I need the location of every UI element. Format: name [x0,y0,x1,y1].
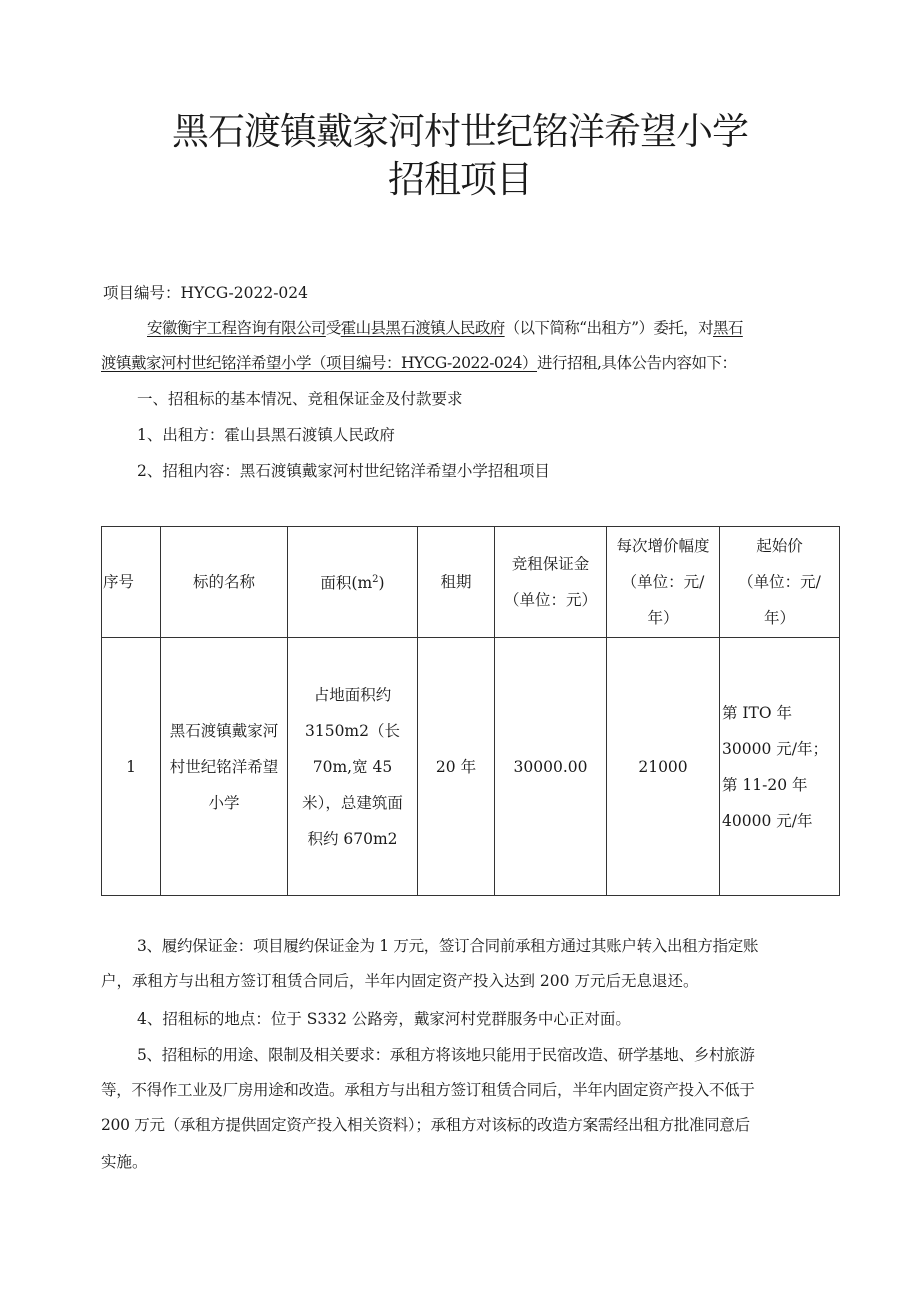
header-seq: 序号 [102,527,161,638]
client-name: 霍山县黑石渡镇人民政府 [340,319,505,337]
header-area: 面积$(m^2)$ [288,527,418,638]
header-name: 标的名称 [161,527,288,638]
item-performance-bond-line-1: 3、履约保证金：项目履约保证金为 1 万元，签订合同前承租方通过其账户转入出租方指定账 [137,937,759,955]
header-start-price: 起始价 （单位：元/ 年） [720,527,840,638]
cell-seq: 1 [102,638,161,896]
header-increment: 每次增价幅度 （单位：元/ 年） [607,527,720,638]
item-usage-line-3: 200 万元（承租方提供固定资产投入相关资料）；承租方对该标的改造方案需经出租方批准同意后 [101,1116,750,1134]
section-heading-1: 一、招租标的基本情况、竞租保证金及付款要求 [137,390,463,408]
cell-increment: 21000 [607,638,720,896]
cell-name: 黑石渡镇戴家河 村世纪铭洋希望 小学 [161,638,288,896]
item-usage-line-1: 5、招租标的用途、限制及相关要求：承租方将该地只能用于民宿改造、研学基地、乡村旅游 [137,1046,755,1064]
intro-text-1: 受 [325,319,341,337]
cell-term: 20 年 [418,638,495,896]
item-performance-bond-line-2: 户，承租方与出租方签订租赁合同后，半年内固定资产投入达到 200 万元后无息退还。 [101,972,699,990]
intro-text-2: （以下简称“出租方”）委托，对 [504,319,713,337]
cell-start-price: 第 ITO 年 30000 元/年； 第 11-20 年 40000 元/年 [720,638,840,896]
document-title-line-2: 招租项目 [388,158,532,201]
project-name-b: 渡镇戴家河村世纪铭洋希望小学（项目编号：HYCG-2022-024） [101,354,538,372]
item-usage-line-4: 实施。 [101,1153,148,1171]
project-name-a: 黑石 [712,319,743,337]
project-number: 项目编号：HYCG-2022-024 [103,284,309,302]
bid-table [101,526,840,896]
header-deposit: 竞租保证金 （单位：元） [495,527,607,638]
header-term: 租期 [418,527,495,638]
intro-text-3: 进行招租,具体公告内容如下： [537,354,737,372]
agent-name: 安徽衡宇工程咨询有限公司 [147,319,326,337]
cell-deposit: 30000.00 [495,638,607,896]
item-location: 4、招租标的地点：位于 S332 公路旁，戴家河村党群服务中心正对面。 [137,1010,631,1028]
table-row [102,638,840,896]
cell-area: 占地面积约 3150m2（长 70m,宽 45 米），总建筑面 积约 670m2 [288,638,418,896]
item-content: 2、招租内容：黑石渡镇戴家河村世纪铭洋希望小学招租项目 [137,462,550,480]
table-header-row [102,527,840,638]
item-lessor: 1、出租方：霍山县黑石渡镇人民政府 [137,426,395,444]
intro-paragraph-line-2 [101,352,736,374]
document-title-line-1: 黑石渡镇戴家河村世纪铭洋希望小学 [172,110,748,153]
item-usage-line-2: 等，不得作工业及厂房用途和改造。承租方与出租方签订租赁合同后，半年内固定资产投入不低于 [101,1081,755,1099]
intro-paragraph-line-1 [147,317,743,339]
